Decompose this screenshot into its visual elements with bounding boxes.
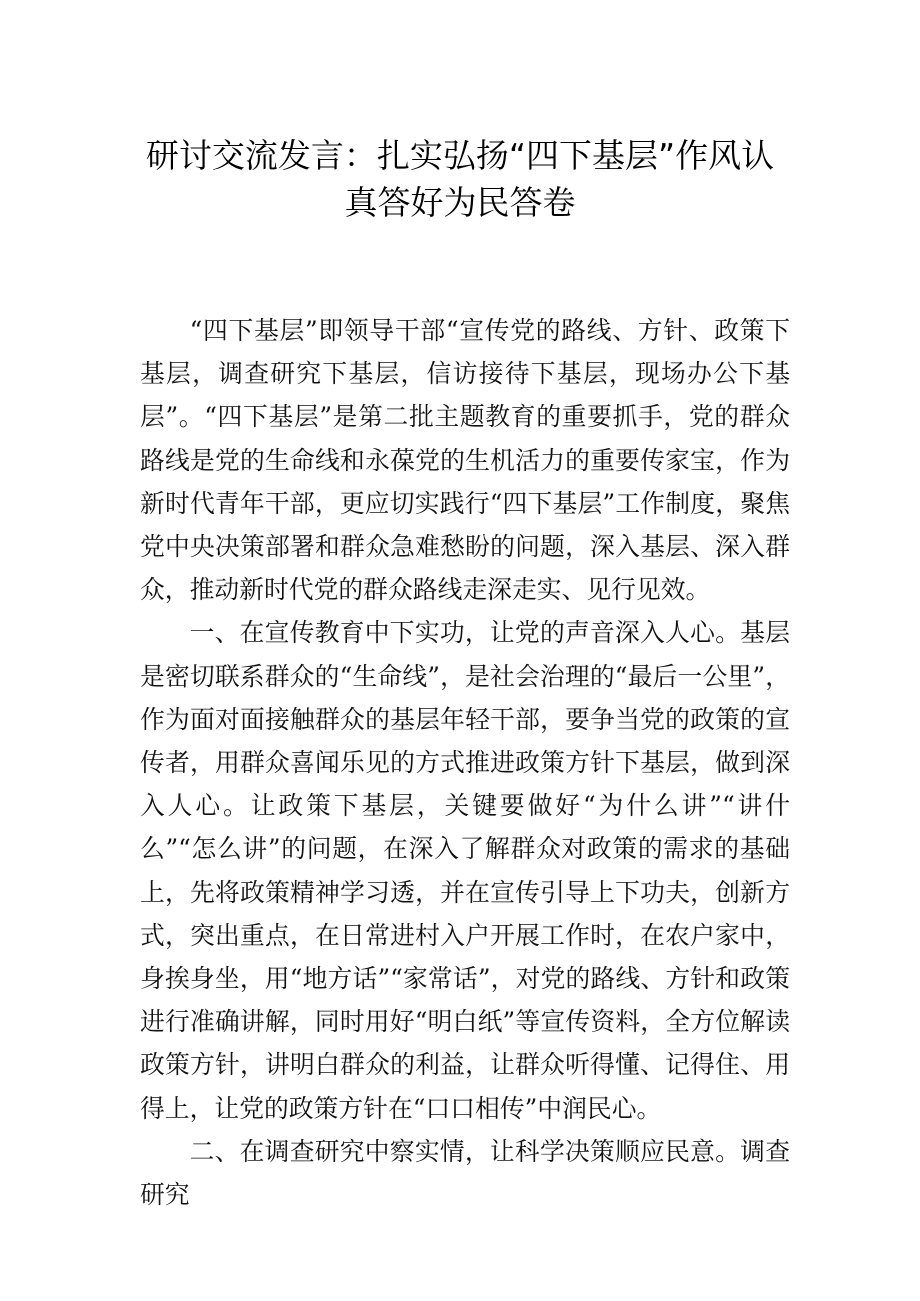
document-title-line-1: 研讨交流发言：扎实弘扬“四下基层”作风认 xyxy=(145,136,775,175)
document-body xyxy=(140,309,790,1216)
paragraph-intro: “四下基层”即领导干部“宣传党的路线、方针、政策下基层，调查研究下基层，信访接待下基层，现场办公下基层”。“四下基层”是第二批主题教育的重要抓手，党的群众路线是党的生命线和永葆党的生机活力的重要传家宝，作为新时代青年干部，更应切实践行“四下基层”工作制度，聚焦党中央决策部署和群众急难愁盼的问题，深入基层、深入群众，推动新时代党的群众路线走深走实、见行见效。 xyxy=(140,316,790,605)
paragraph-section-two: 二、在调查研究中察实情，让科学决策顺应民意。调查研究 xyxy=(140,1136,790,1210)
document-title-line-2: 真答好为民答卷 xyxy=(344,183,576,222)
paragraph-section-one: 一、在宣传教育中下实功，让党的声音深入人心。基层是密切联系群众的“生命线”，是社会治理的“最后一公里”，作为面对面接触群众的基层年轻干部，要争当党的政策的宣传者，用群众喜闻乐见的方式推进政策方针下基层，做到深入人心。让政策下基层，关键要做好“为什么讲”“讲什么”“怎么讲”的问题，在深入了解群众对政策的需求的基础上，先将政策精神学习透，并在宣传引导上下功夫，创新方式，突出重点，在日常进村入户开展工作时，在农户家中，身挨身坐，用“地方话”“家常话”，对党的路线、方针和政策进行准确讲解，同时用好“明白纸”等宣传资料，全方位解读政策方针，讲明白群众的利益，让群众听得懂、记得住、用得上，让党的政策方针在“口口相传”中润民心。 xyxy=(140,618,790,1123)
